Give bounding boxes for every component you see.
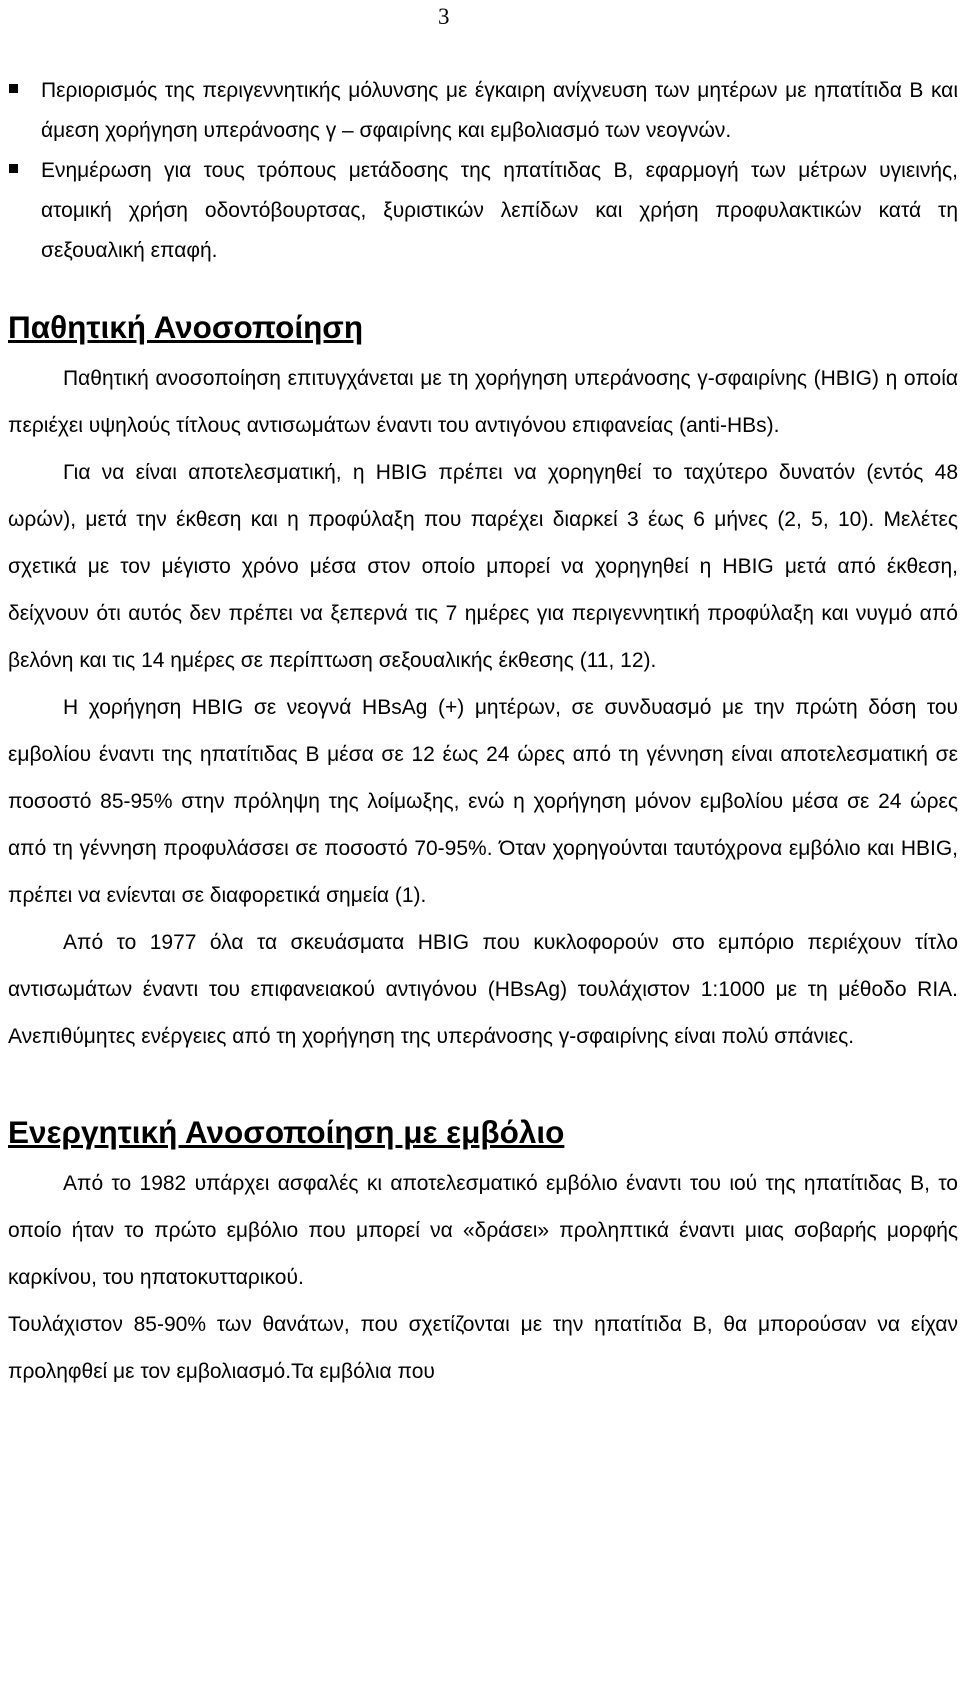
- paragraph: Από το 1977 όλα τα σκευάσματα HBIG που κυκλοφορούν στο εμπόριο περιέχουν τίτλο αντισωμάτων έναντι του επιφανειακού αντιγόνου (HBsAg) τουλάχιστον 1:1000 με τη μέθοδο RIA. Ανεπιθύμητες ενέργειες από τη χορήγηση της υπεράνοσης γ-σφαιρίνης είναι πολύ σπάνιες.: [8, 931, 958, 1048]
- paragraph: Για να είναι αποτελεσματική, η HBIG πρέπει να χορηγηθεί το ταχύτερο δυνατόν (εντός 48 ωρών), μετά την έκθεση και η προφύλαξη που παρέχει διαρκεί 3 έως 6 μήνες (2, 5, 10). Μελέτες σχετικά με τον μέγιστο χρόνο μέσα στον οποίο μπορεί να χορηγηθεί η HBIG μετά από έκθεση, δείχνουν ότι αυτός δεν πρέπει να ξεπερνά τις 7 ημέρες για περιγεννητική προφύλαξη και νυγμό από βελόνη και τις 14 ημέρες σε περίπτωση σεξουαλικής έκθεσης (11, 12).: [8, 461, 958, 672]
- paragraph: Από το 1982 υπάρχει ασφαλές κι αποτελεσματικό εμβόλιο έναντι του ιού της ηπατίτιδας Β, το οποίο ήταν το πρώτο εμβόλιο που μπορεί να «δράσει» προληπτικά έναντι μιας σοβαρής μορφής καρκίνου, του ηπατοκυτταρικού.: [8, 1172, 958, 1289]
- section-active-immunization: [8, 1112, 958, 1395]
- bullet-text: Ενημέρωση για τους τρόπους μετάδοσης της ηπατίτιδας Β, εφαρμογή των μέτρων υγιεινής, ατομική χρήση οδοντόβουρτσας, ξυριστικών λεπίδων και χρήση προφυλακτικών κατά τη σεξουαλική επαφή.: [41, 159, 958, 262]
- square-bullet-icon: [9, 84, 18, 93]
- bullet-list: [8, 71, 958, 271]
- section-heading: Ενεργητική Ανοσοποίηση με εμβόλιο: [8, 1114, 565, 1150]
- bullet-item: [8, 71, 958, 151]
- paragraph: Τουλάχιστον 85-90% των θανάτων, που σχετίζονται με την ηπατίτιδα Β, θα μπορούσαν να είχαν προληφθεί με τον εμβολιασμό.Τα εμβόλια που: [8, 1313, 958, 1383]
- bullet-text: Περιορισμός της περιγεννητικής μόλυνσης με έγκαιρη ανίχνευση των μητέρων με ηπατίτιδα Β και άμεση χορήγηση υπεράνοσης γ – σφαιρίνης και εμβολιασμό των νεογνών.: [41, 79, 958, 142]
- section-heading: Παθητική Ανοσοποίηση: [8, 309, 364, 345]
- bullet-item: [8, 151, 958, 271]
- square-bullet-icon: [9, 164, 18, 173]
- paragraph: Παθητική ανοσοποίηση επιτυγχάνεται με τη χορήγηση υπεράνοσης γ-σφαιρίνης (HBIG) η οποία περιέχει υψηλούς τίτλους αντισωμάτων έναντι του αντιγόνου επιφανείας (anti-HBs).: [8, 367, 958, 437]
- section-passive-immunization: [8, 307, 958, 1060]
- page-number: 3: [438, 4, 450, 29]
- document-body: [8, 71, 958, 1395]
- paragraph: Η χορήγηση HBIG σε νεογνά HBsAg (+) μητέρων, σε συνδυασμό με την πρώτη δόση του εμβολίου έναντι της ηπατίτιδας Β μέσα σε 12 έως 24 ώρες από τη γέννηση είναι αποτελεσματική σε ποσοστό 85-95% στην πρόληψη της λοίμωξης, ενώ η χορήγηση μόνον εμβολίου μέσα σε 24 ώρες από τη γέννηση προφυλάσσει σε ποσοστό 70-95%. Όταν χορηγούνται ταυτόχρονα εμβόλιο και HBIG, πρέπει να ενίενται σε διαφορετικά σημεία (1).: [8, 696, 958, 907]
